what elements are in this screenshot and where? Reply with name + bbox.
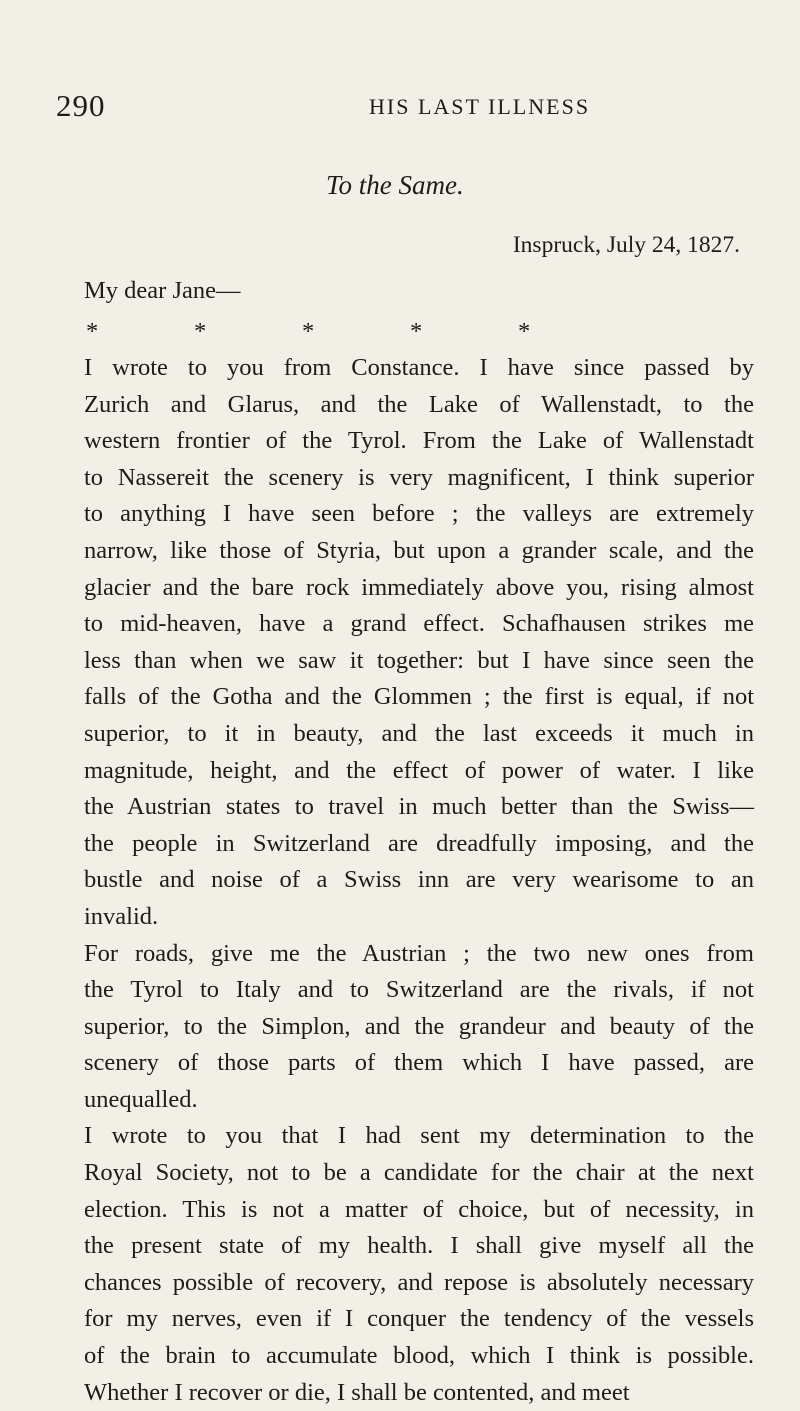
text-line: For roads, give me the Austrian ; the two new ones from — [84, 939, 754, 967]
asterisk: * — [518, 318, 531, 345]
asterisk: * — [302, 318, 315, 345]
text-line: less than when we saw it together: but I have since seen the — [84, 646, 754, 674]
salutation: My dear Jane— — [84, 277, 241, 304]
text-line: to Nassereit the scenery is very magnificent, I think superior — [84, 463, 754, 491]
asterisk: * — [410, 318, 423, 345]
text-line: to anything I have seen before ; the valleys are extremely — [84, 500, 754, 528]
text-line: invalid. — [84, 902, 159, 930]
paragraph — [56, 936, 754, 1119]
text-line: for my nerves, even if I conquer the tendency of the vessels — [84, 1305, 754, 1333]
text-line: I wrote to you from Constance. I have since passed by — [84, 354, 754, 381]
text-line: the present state of my health. I shall give myself all the — [84, 1232, 754, 1260]
text-line: falls of the Gotha and the Glommen ; the first is equal, if not — [84, 683, 754, 711]
text-line: Zurich and Glarus, and the Lake of Wallenstadt, to the — [84, 390, 754, 418]
text-line: election. This is not a matter of choice, but of necessity, in — [84, 1195, 754, 1223]
text-line: superior, to it in beauty, and the last exceeds it much in — [84, 719, 754, 747]
asterisk-ellipsis — [86, 318, 786, 346]
letter-body — [56, 350, 754, 1411]
text-line: Whether I recover or die, I shall be contented, and meet — [84, 1378, 630, 1406]
text-line: narrow, like those of Styria, but upon a grander scale, and the — [84, 536, 754, 564]
text-line: Royal Society, not to be a candidate for the chair at the next — [84, 1159, 754, 1187]
text-line: to mid-heaven, have a grand effect. Schafhausen strikes me — [84, 610, 754, 638]
text-line: western frontier of the Tyrol. From the Lake of Wallenstadt — [84, 427, 754, 455]
text-line: the Tyrol to Italy and to Switzerland are the rivals, if not — [84, 976, 754, 1004]
running-head: HIS LAST ILLNESS — [369, 94, 591, 119]
paragraph — [56, 350, 754, 936]
dateline: Inspruck, July 24, 1827. — [512, 232, 740, 258]
text-line: superior, to the Simplon, and the grandeur and beauty of the — [84, 1012, 754, 1040]
letter-title: To the Same. — [326, 170, 464, 200]
text-line: magnitude, height, and the effect of power of water. I like — [84, 756, 754, 784]
text-line: bustle and noise of a Swiss inn are very wearisome to an — [84, 866, 754, 894]
text-line: scenery of those parts of them which I have passed, are — [84, 1049, 754, 1077]
text-line: glacier and the bare rock immediately above you, rising almost — [84, 573, 754, 601]
asterisk: * — [86, 318, 99, 345]
text-line: the people in Switzerland are dreadfully imposing, and the — [84, 829, 754, 857]
text-line: the Austrian states to travel in much better than the Swiss— — [84, 793, 754, 821]
text-line: of the brain to accumulate blood, which I think is possible. — [84, 1342, 754, 1370]
text-line: I wrote to you that I had sent my determination to the — [84, 1122, 754, 1150]
paragraph — [56, 1118, 754, 1411]
text-line: unequalled. — [84, 1085, 198, 1113]
page-header — [56, 88, 756, 128]
text-line: chances possible of recovery, and repose is absolutely necessary — [84, 1268, 754, 1296]
asterisk: * — [194, 318, 207, 345]
page-number: 290 — [56, 88, 106, 123]
